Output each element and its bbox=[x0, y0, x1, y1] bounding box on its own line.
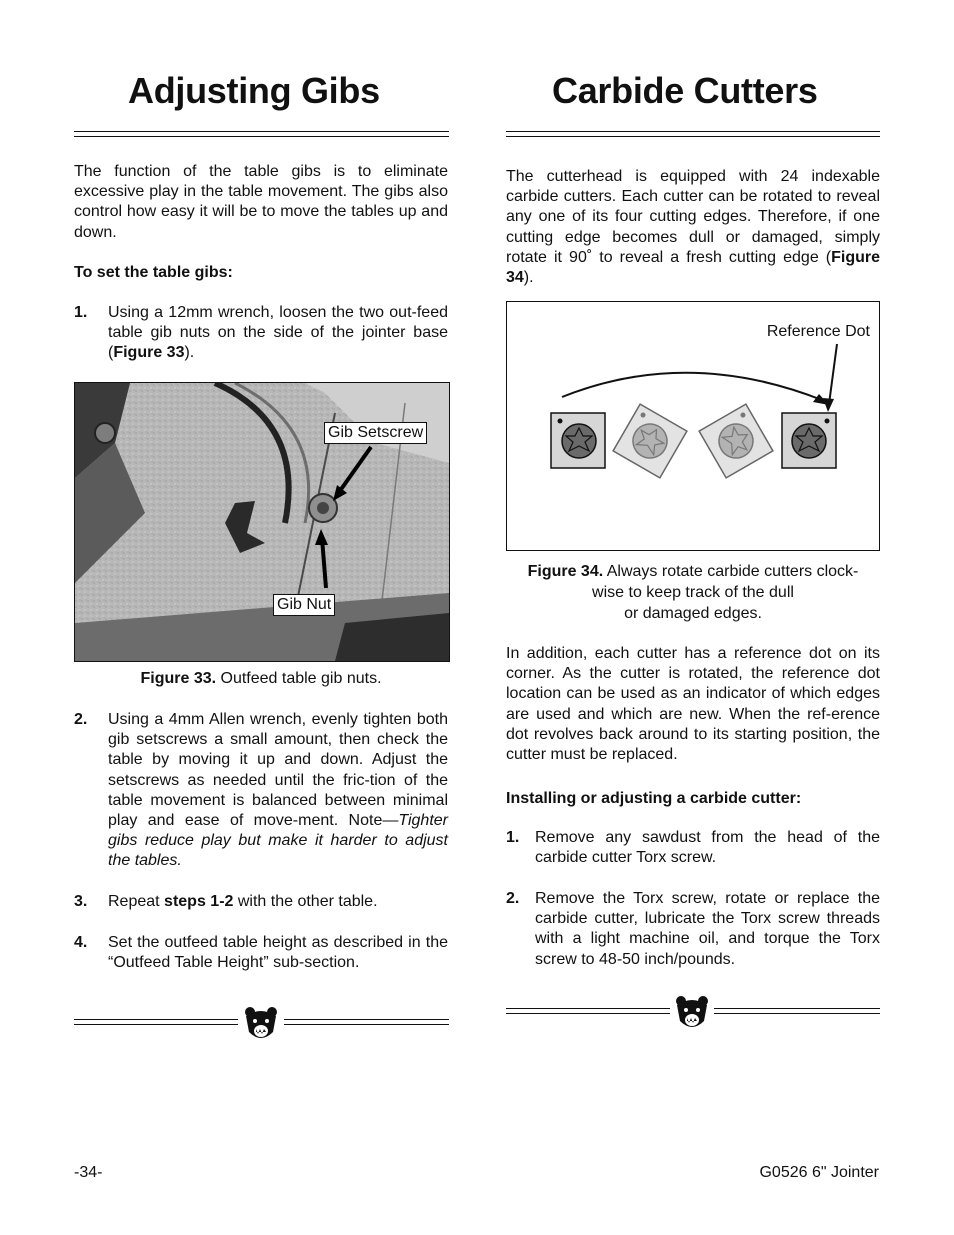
subheading-install-cutter: Installing or adjusting a carbide cutter: bbox=[506, 790, 802, 807]
step-number: 1. bbox=[74, 304, 88, 321]
step-text: Repeat steps 1-2 with the other table. bbox=[108, 893, 378, 910]
bear-logo-icon bbox=[241, 1004, 281, 1044]
cutter-1-icon bbox=[551, 413, 605, 468]
title-rule bbox=[506, 131, 880, 137]
bear-logo-icon bbox=[672, 993, 712, 1033]
step-text: Remove the Torx screw, rotate or replace the carbide cutter, lubricate the Torx screw threads with a light machine oil, and torque the Torx screw to 48-50 inch/pounds. bbox=[535, 890, 880, 968]
callout-reference-dot: Reference Dot bbox=[766, 323, 870, 340]
step-number: 1. bbox=[506, 829, 520, 846]
step-number: 2. bbox=[506, 890, 520, 907]
figure-34-caption: Figure 34. Always rotate carbide cutters clock- wise to keep track of the dull or damaged edges. bbox=[527, 563, 859, 622]
callout-gib-setscrew: Gib Setscrew bbox=[324, 422, 427, 444]
step-text: Using a 4mm Allen wrench, evenly tighten both gib setscrews a small amount, then check the table by moving it up and down. Adjust the setscrews as needed until the fric-tion of the table movement is balanced between minimal play and ease of move-ment. Note—Tighter gibs reduce play but make it harder to adjust the tables. bbox=[108, 711, 448, 870]
cutter-4-icon bbox=[782, 413, 836, 468]
end-rule-right bbox=[714, 1008, 880, 1014]
cutter-2-icon bbox=[613, 404, 687, 478]
section-title-carbide-cutters: Carbide Cutters bbox=[552, 70, 818, 111]
reference-dot-paragraph: In addition, each cutter has a reference dot on its corner. As the cutter is rotated, the reference dot location can be used as an indicator of which edges are used and which are new. When the ref-erence dot revolves back around to its starting position, the cutter must be replaced. bbox=[506, 645, 880, 764]
step-text: Remove any sawdust from the head of the carbide cutter Torx screw. bbox=[535, 829, 880, 867]
footer-model: G0526 6" Jointer bbox=[759, 1164, 879, 1181]
end-rule-left bbox=[506, 1008, 670, 1014]
figure-34-box bbox=[506, 301, 880, 551]
figure-ref: Figure 33 bbox=[113, 344, 185, 362]
callout-gib-nut: Gib Nut bbox=[273, 594, 335, 616]
step-number: 2. bbox=[74, 711, 88, 728]
step-text: Set the outfeed table height as described in the “Outfeed Table Height” sub-section. bbox=[108, 934, 448, 972]
step-number: 3. bbox=[74, 893, 88, 910]
step-number: 4. bbox=[74, 934, 88, 951]
step-text: Using a 12mm wrench, loosen the two out-feed table gib nuts on the side of the jointer base (Figure 33). bbox=[108, 304, 448, 362]
subheading-set-gibs: To set the table gibs: bbox=[74, 264, 233, 281]
section-title-adjusting-gibs: Adjusting Gibs bbox=[128, 70, 380, 111]
intro-paragraph: The function of the table gibs is to eliminate excessive play in the table movement. The gibs also control how easy it will be to move the tables up and down. bbox=[74, 163, 448, 241]
cutter-rotation-diagram bbox=[507, 302, 879, 550]
cutter-3-icon bbox=[699, 404, 773, 478]
title-rule bbox=[74, 131, 449, 137]
page-number: -34- bbox=[74, 1164, 103, 1181]
end-rule-left bbox=[74, 1019, 238, 1025]
intro-paragraph: The cutterhead is equipped with 24 indexable carbide cutters. Each cutter can be rotated to reveal any one of its four cutting edges. Therefore, if one cutting edge becomes dull or damaged, simply rotate it 90˚ to reveal a fresh cutting edge (Figure 34). bbox=[506, 168, 880, 287]
figure-33-photo bbox=[74, 382, 450, 662]
end-rule-right bbox=[284, 1019, 449, 1025]
figure-33-caption: Figure 33. Outfeed table gib nuts. bbox=[140, 670, 382, 687]
